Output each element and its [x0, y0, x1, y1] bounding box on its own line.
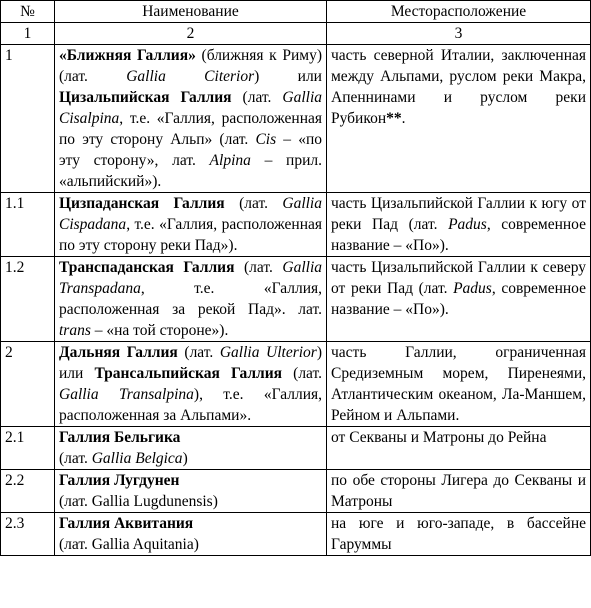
text-run: , т.е. «Галлия, расположенная по эту сторону Альп» (лат. — [59, 110, 322, 148]
text-run: (лат. — [59, 450, 92, 467]
text-run: часть Цизальпийской Галлии к югу от реки Пад (лат. — [331, 195, 586, 233]
text-run: на юге и юго-западе, в бассейне Гаруммы — [331, 515, 586, 553]
region-location — [327, 193, 591, 257]
region-name — [55, 342, 327, 427]
text-run: (лат. Gallia Aquitania) — [59, 536, 199, 553]
text-run: (лат. — [231, 89, 283, 106]
text-run: , т.е. «Галлия, расположенная за рекой Пад». лат. — [59, 280, 322, 318]
bold-text: Дальняя Галлия — [59, 344, 178, 361]
italic-text: Gallia Transpadana — [59, 259, 323, 297]
header-location: Месторасположение — [327, 1, 591, 23]
table-row — [1, 342, 591, 427]
header-name: Наименование — [55, 1, 327, 23]
header-number: № — [1, 1, 55, 23]
text-run: часть северной Италии, заключенная между Альпами, руслом реки Макра, Апеннинами и руслом реки Рубикон — [331, 47, 586, 127]
region-location — [327, 513, 591, 556]
bold-text: Галлия Бельгика — [59, 429, 181, 446]
region-name — [55, 193, 327, 257]
text-run: (ближняя к Риму) (лат. — [59, 47, 322, 85]
text-run: часть Цизальпийской Галлии к северу от реки Пад (лат. — [331, 259, 586, 297]
text-run: . — [401, 110, 406, 127]
table-row — [1, 193, 591, 257]
region-location — [327, 257, 591, 342]
row-number: 2.2 — [1, 470, 55, 513]
text-run: (лат. — [234, 259, 283, 276]
table-body — [1, 45, 591, 556]
italic-text: Gallia Belgica — [91, 450, 183, 467]
italic-text: trans — [59, 322, 91, 339]
column-number-row — [1, 23, 591, 45]
table-row — [1, 470, 591, 513]
italic-text: Padus — [453, 280, 492, 297]
text-run: ) — [182, 450, 188, 467]
bold-text: Галлия Аквитания — [59, 515, 194, 532]
text-run: ) или — [254, 68, 322, 85]
bold-text: Транспаданская Галлия — [59, 259, 235, 276]
region-name — [55, 257, 327, 342]
region-location — [327, 45, 591, 193]
text-run: – прил. «альпийский»). — [59, 152, 322, 190]
text-run: от Секваны и Матроны до Рейна — [331, 429, 547, 446]
table-row — [1, 45, 591, 193]
text-run: , т.е. «Галлия, расположенная по эту сторону реки Пад»). — [59, 216, 322, 254]
column-number-3: 3 — [327, 23, 591, 45]
row-number: 1 — [1, 45, 55, 193]
bold-text: «Ближняя Галлия» — [59, 47, 196, 64]
row-number: 1.1 — [1, 193, 55, 257]
italic-text: Gallia Citerior — [126, 68, 255, 85]
text-run: (лат. — [177, 344, 220, 361]
text-run: часть Галлии, ограниченная Средиземным морем, Пиренеями, Атлантическим океаном, Ла-Маншем, Рейном и Альпами. — [331, 344, 586, 424]
italic-text: Cis — [255, 131, 277, 148]
header-row — [1, 1, 591, 23]
bold-text: Цизальпийская Галлия — [59, 89, 232, 106]
row-number: 2.1 — [1, 427, 55, 470]
italic-text: Gallia Transalpina — [59, 386, 194, 403]
text-run: (лат. Gallia Lugdunensis) — [59, 493, 218, 510]
row-number: 2 — [1, 342, 55, 427]
text-run: ) или — [59, 344, 323, 382]
text-run: – «на той стороне»). — [90, 322, 229, 339]
text-run: (лат. — [224, 195, 283, 212]
region-name — [55, 470, 327, 513]
text-run: (лат. — [282, 365, 323, 382]
region-name — [55, 513, 327, 556]
bold-text: Трансальпийская Галлия — [94, 365, 283, 382]
region-name — [55, 45, 327, 193]
region-location — [327, 470, 591, 513]
column-number-2: 2 — [55, 23, 327, 45]
bold-text: Цизпаданская Галлия — [59, 195, 225, 212]
table-row — [1, 427, 591, 470]
column-number-1: 1 — [1, 23, 55, 45]
italic-text: Gallia Ulterior — [219, 344, 317, 361]
text-run: по обе стороны Лигера до Секваны и Матроны — [331, 472, 586, 510]
italic-text: Alpina — [209, 152, 251, 169]
region-location — [327, 342, 591, 427]
italic-text: Gallia Cispadana — [59, 195, 322, 233]
text-run: , современное название – «По»). — [331, 280, 586, 318]
table-row — [1, 257, 591, 342]
region-location — [327, 427, 591, 470]
italic-text: Gallia Cisalpina — [59, 89, 323, 127]
row-number: 2.3 — [1, 513, 55, 556]
text-run: , современное название – «По»). — [331, 216, 586, 254]
bold-text: ** — [386, 110, 402, 127]
row-number: 1.2 — [1, 257, 55, 342]
table-row — [1, 513, 591, 556]
region-name — [55, 427, 327, 470]
text-run: – «по эту сторону», лат. — [59, 131, 322, 169]
bold-text: Галлия Лугдунен — [59, 472, 180, 489]
text-run: ), т.е. «Галлия, расположенная за Альпами». — [59, 386, 322, 424]
italic-text: Padus — [448, 216, 487, 233]
